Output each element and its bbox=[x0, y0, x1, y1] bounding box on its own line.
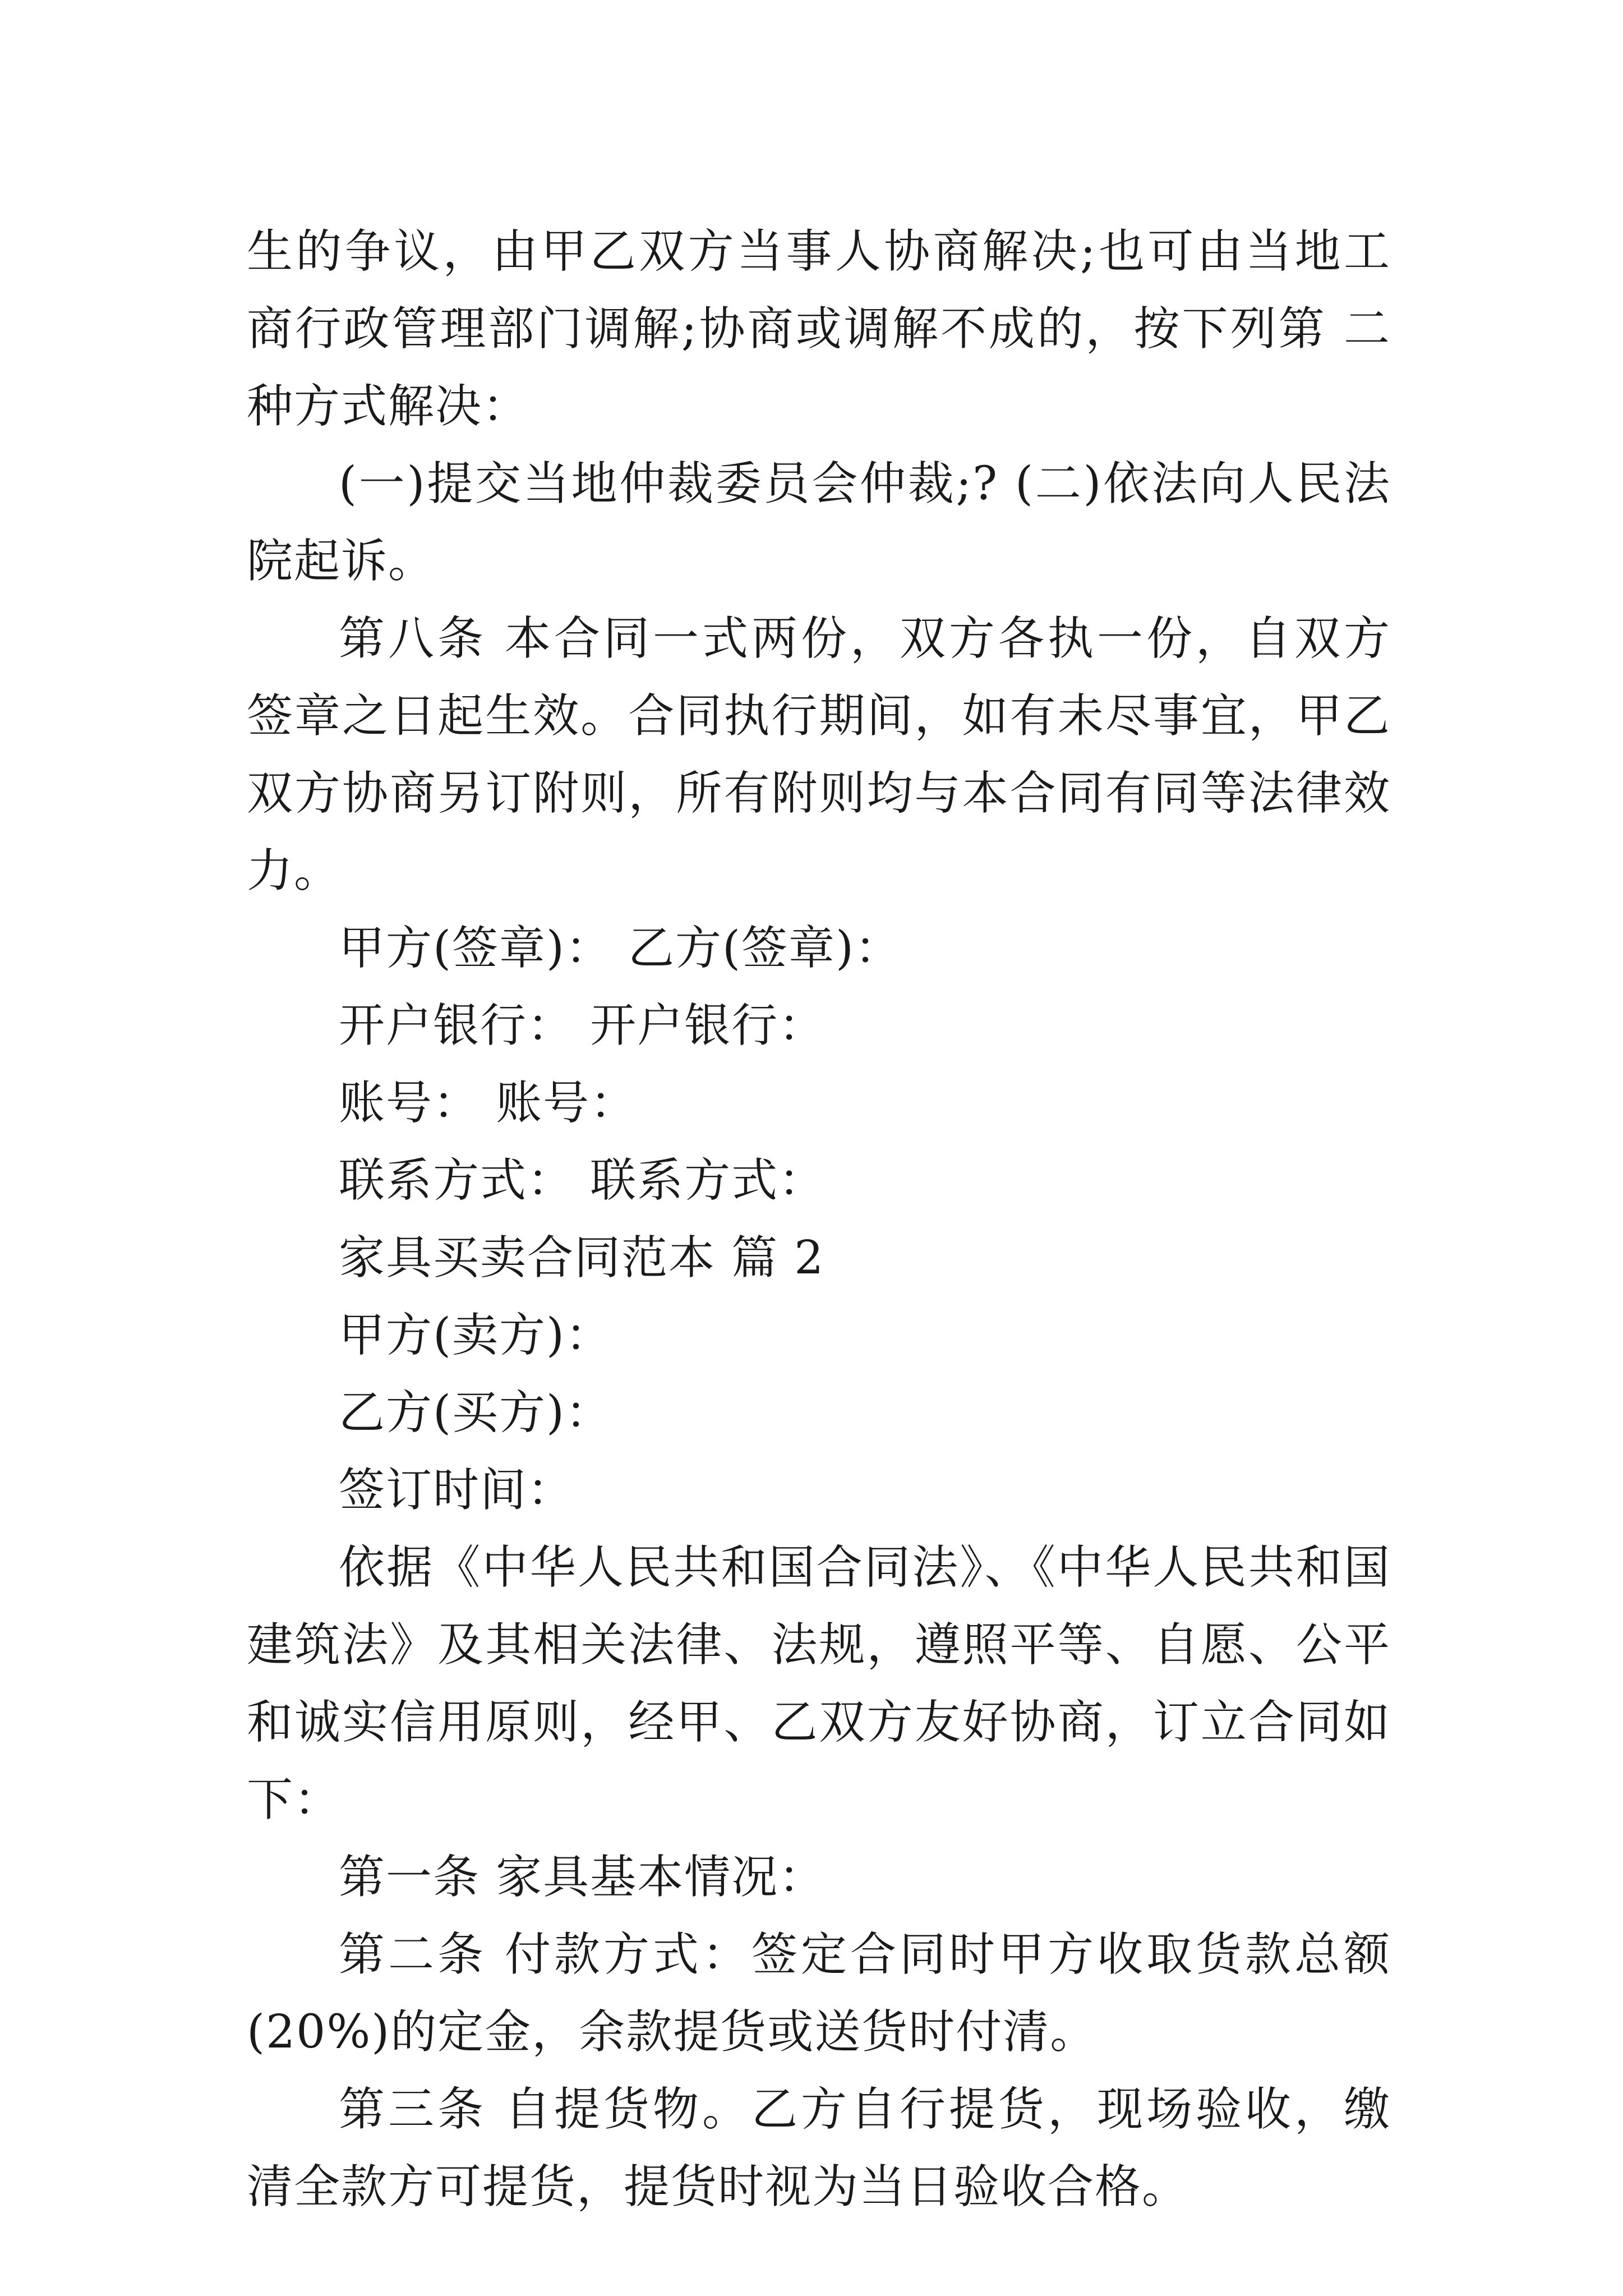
party-b-line: 乙方(买方)： bbox=[339, 1386, 612, 1439]
paragraph-arbitration-options: (一)提交当地仲裁委员会仲裁;? (二)依法向人民法院起诉。 bbox=[247, 457, 1391, 588]
section-title: 家具买卖合同范本 篇 2 bbox=[339, 1231, 825, 1285]
paragraph-article-three: 第三条 自提货物。乙方自行提货，现场验收，缴清全款方可提货，提货时视为当日验收合格。 bbox=[247, 2083, 1391, 2214]
paragraph-dispute-resolution: 生的争议，由甲乙双方当事人协商解决;也可由当地工商行政管理部门调解;协商或调解不成的，按下列第 二 种方式解决： bbox=[247, 225, 1391, 433]
paragraph-legal-basis: 依据《中华人民共和国合同法》、《中华人民共和国建筑法》及其相关法律、法规，遵照平等、自愿、公平和诚实信用原则，经甲、乙双方友好协商，订立合同如下： bbox=[247, 1541, 1391, 1826]
paragraph-article-two: 第二条 付款方式：签定合同时甲方收取货款总额(20%)的定金，余款提货或送货时付清。 bbox=[247, 1928, 1391, 2059]
signing-time-line: 签订时间： bbox=[339, 1464, 575, 1517]
bank-line: 开户银行： 开户银行： bbox=[339, 999, 826, 1052]
paragraph-article-eight: 第八条 本合同一式两份，双方各执一份，自双方签章之日起生效。合同执行期间，如有未尽事宜，甲乙双方协商另订附则，所有附则均与本合同有同等法律效力。 bbox=[247, 612, 1391, 898]
signature-line: 甲方(签章)： 乙方(签章)： bbox=[339, 922, 902, 975]
party-a-line: 甲方(卖方)： bbox=[339, 1309, 612, 1362]
account-line: 账号： 账号： bbox=[339, 1076, 638, 1130]
paragraph-article-one: 第一条 家具基本情况： bbox=[339, 1851, 826, 1904]
document-body bbox=[247, 213, 1391, 2226]
contact-line: 联系方式： 联系方式： bbox=[339, 1154, 826, 1207]
